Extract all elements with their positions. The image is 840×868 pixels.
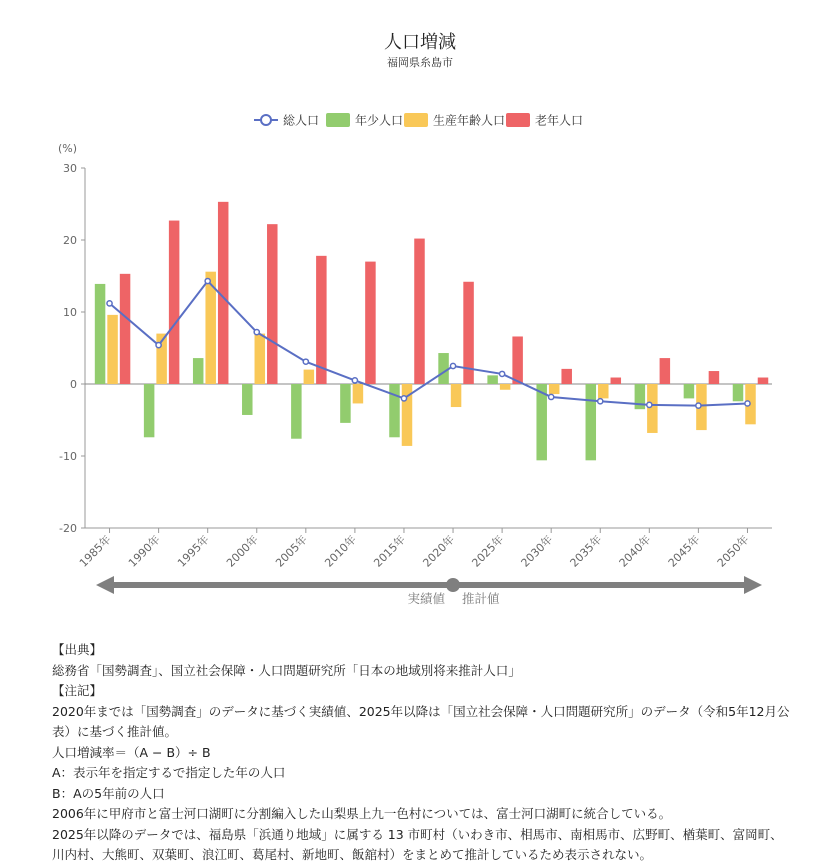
line-point-total-population (254, 330, 259, 335)
bar-working-age (549, 384, 560, 394)
note-line: 2025年以降のデータでは、福島県「浜通り地域」に属する 13 市町村（いわき市、相馬市、南相馬市、広野町、楢葉町、富岡町、川内村、大熊町、双葉町、浪江町、葛尾村、新地町、飯舘村）をまとめて推計しているため表示されない。 (52, 826, 783, 862)
chart-subtitle: 福岡県糸島市 (387, 56, 453, 69)
bar-elderly (414, 239, 425, 384)
bar-youth (291, 384, 302, 439)
line-point-total-population (352, 378, 357, 383)
bar-elderly (709, 371, 720, 384)
x-tick-label: 1985年 (76, 532, 114, 570)
chart-title: 人口増減 (384, 32, 456, 53)
line-point-total-population (745, 401, 750, 406)
notes-section (52, 640, 792, 866)
y-tick-label: -10 (59, 450, 77, 463)
source-heading: 【出典】 (52, 642, 103, 657)
bar-youth (389, 384, 400, 437)
bar-youth (242, 384, 253, 415)
x-tick-label: 2010年 (322, 532, 360, 570)
legend-label: 年少人口 (355, 113, 404, 128)
note-line: 2020年までは「国勢調査」のデータに基づく実績値、2025年以降は「国立社会保障・人口問題研究所」のデータ（令和5年12月公表）に基づく推計値。 (52, 703, 790, 739)
bar-elderly (561, 369, 572, 384)
timeline-divider-dot (446, 578, 460, 592)
bar-elderly (512, 336, 523, 384)
bar-elderly (611, 378, 622, 384)
bar-elderly (169, 221, 180, 384)
bar-youth (95, 284, 106, 384)
bar-working-age (353, 384, 364, 403)
x-tick-label: 2045年 (665, 532, 703, 570)
bar-youth (340, 384, 351, 423)
line-point-total-population (647, 402, 652, 407)
y-tick-label: 30 (63, 162, 77, 175)
bar-working-age (451, 384, 462, 407)
bar-elderly (660, 358, 671, 384)
bar-youth (438, 353, 449, 384)
bar-elderly (758, 378, 769, 384)
line-point-total-population (450, 363, 455, 368)
y-tick-label: 0 (70, 378, 77, 391)
legend-label: 総人口 (283, 113, 320, 128)
x-tick-label: 2015年 (371, 532, 409, 570)
line-point-total-population (107, 301, 112, 306)
line-point-total-population (500, 371, 505, 376)
x-tick-label: 2050年 (714, 532, 752, 570)
x-tick-label: 2040年 (616, 532, 654, 570)
line-point-total-population (303, 359, 308, 364)
note-line: A：表示年を指定するで指定した年の人口 (52, 765, 286, 780)
legend-label: 老年人口 (535, 113, 584, 128)
line-point-total-population (205, 278, 210, 283)
bar-elderly (267, 224, 278, 384)
timeline-arrow-right (744, 576, 762, 594)
bar-youth (684, 384, 695, 398)
bar-working-age (500, 384, 511, 390)
bar-working-age (304, 370, 315, 384)
x-tick-label: 1995年 (175, 532, 212, 570)
legend-marker (261, 115, 271, 125)
bar-elderly (316, 256, 327, 384)
legend-swatch (506, 113, 530, 127)
note-line: B：Aの5年前の人口 (52, 785, 165, 801)
timeline-right-label: 推計値 (462, 591, 500, 606)
line-point-total-population (598, 399, 603, 404)
y-axis-unit-label: (%) (57, 142, 77, 155)
x-tick-label: 2030年 (518, 532, 556, 570)
bar-elderly (365, 262, 376, 384)
bar-working-age (107, 315, 118, 384)
note-line: 人口増減率＝（A − B）÷ B (52, 744, 211, 760)
x-tick-label: 2020年 (420, 532, 458, 570)
timeline-left-label: 実績値 (407, 591, 445, 606)
line-point-total-population (549, 394, 554, 399)
timeline-arrow-left (96, 576, 114, 594)
x-tick-label: 2000年 (224, 532, 261, 570)
bar-youth (536, 384, 547, 460)
x-tick-label: 1990年 (125, 532, 163, 570)
legend-swatch (326, 113, 350, 127)
bar-youth (144, 384, 155, 437)
x-tick-label: 2035年 (567, 532, 605, 570)
bar-working-age (255, 334, 266, 384)
notes-heading: 【注記】 (52, 683, 103, 698)
bar-working-age (647, 384, 658, 433)
bar-youth (733, 384, 744, 401)
y-tick-label: -20 (59, 522, 77, 535)
line-point-total-population (401, 396, 406, 401)
source-text: 総務省「国勢調査」、国立社会保障・人口問題研究所「日本の地域別将来推計人口」 (52, 662, 521, 678)
line-point-total-population (156, 343, 161, 348)
legend-swatch (404, 113, 428, 127)
y-tick-label: 10 (63, 306, 77, 319)
bar-youth (193, 358, 204, 384)
note-line: 2006年に甲府市と富士河口湖町に分割編入した山梨県上九一色村については、富士河口湖町に統合している。 (52, 806, 672, 821)
bar-youth (586, 384, 597, 460)
y-tick-label: 20 (63, 234, 77, 247)
legend-label: 生産年齢人口 (433, 113, 506, 128)
x-tick-label: 2005年 (273, 532, 310, 570)
bar-elderly (120, 274, 131, 384)
x-tick-label: 2025年 (469, 532, 507, 570)
bar-working-age (598, 384, 609, 398)
bar-youth (487, 375, 498, 384)
line-point-total-population (696, 403, 701, 408)
